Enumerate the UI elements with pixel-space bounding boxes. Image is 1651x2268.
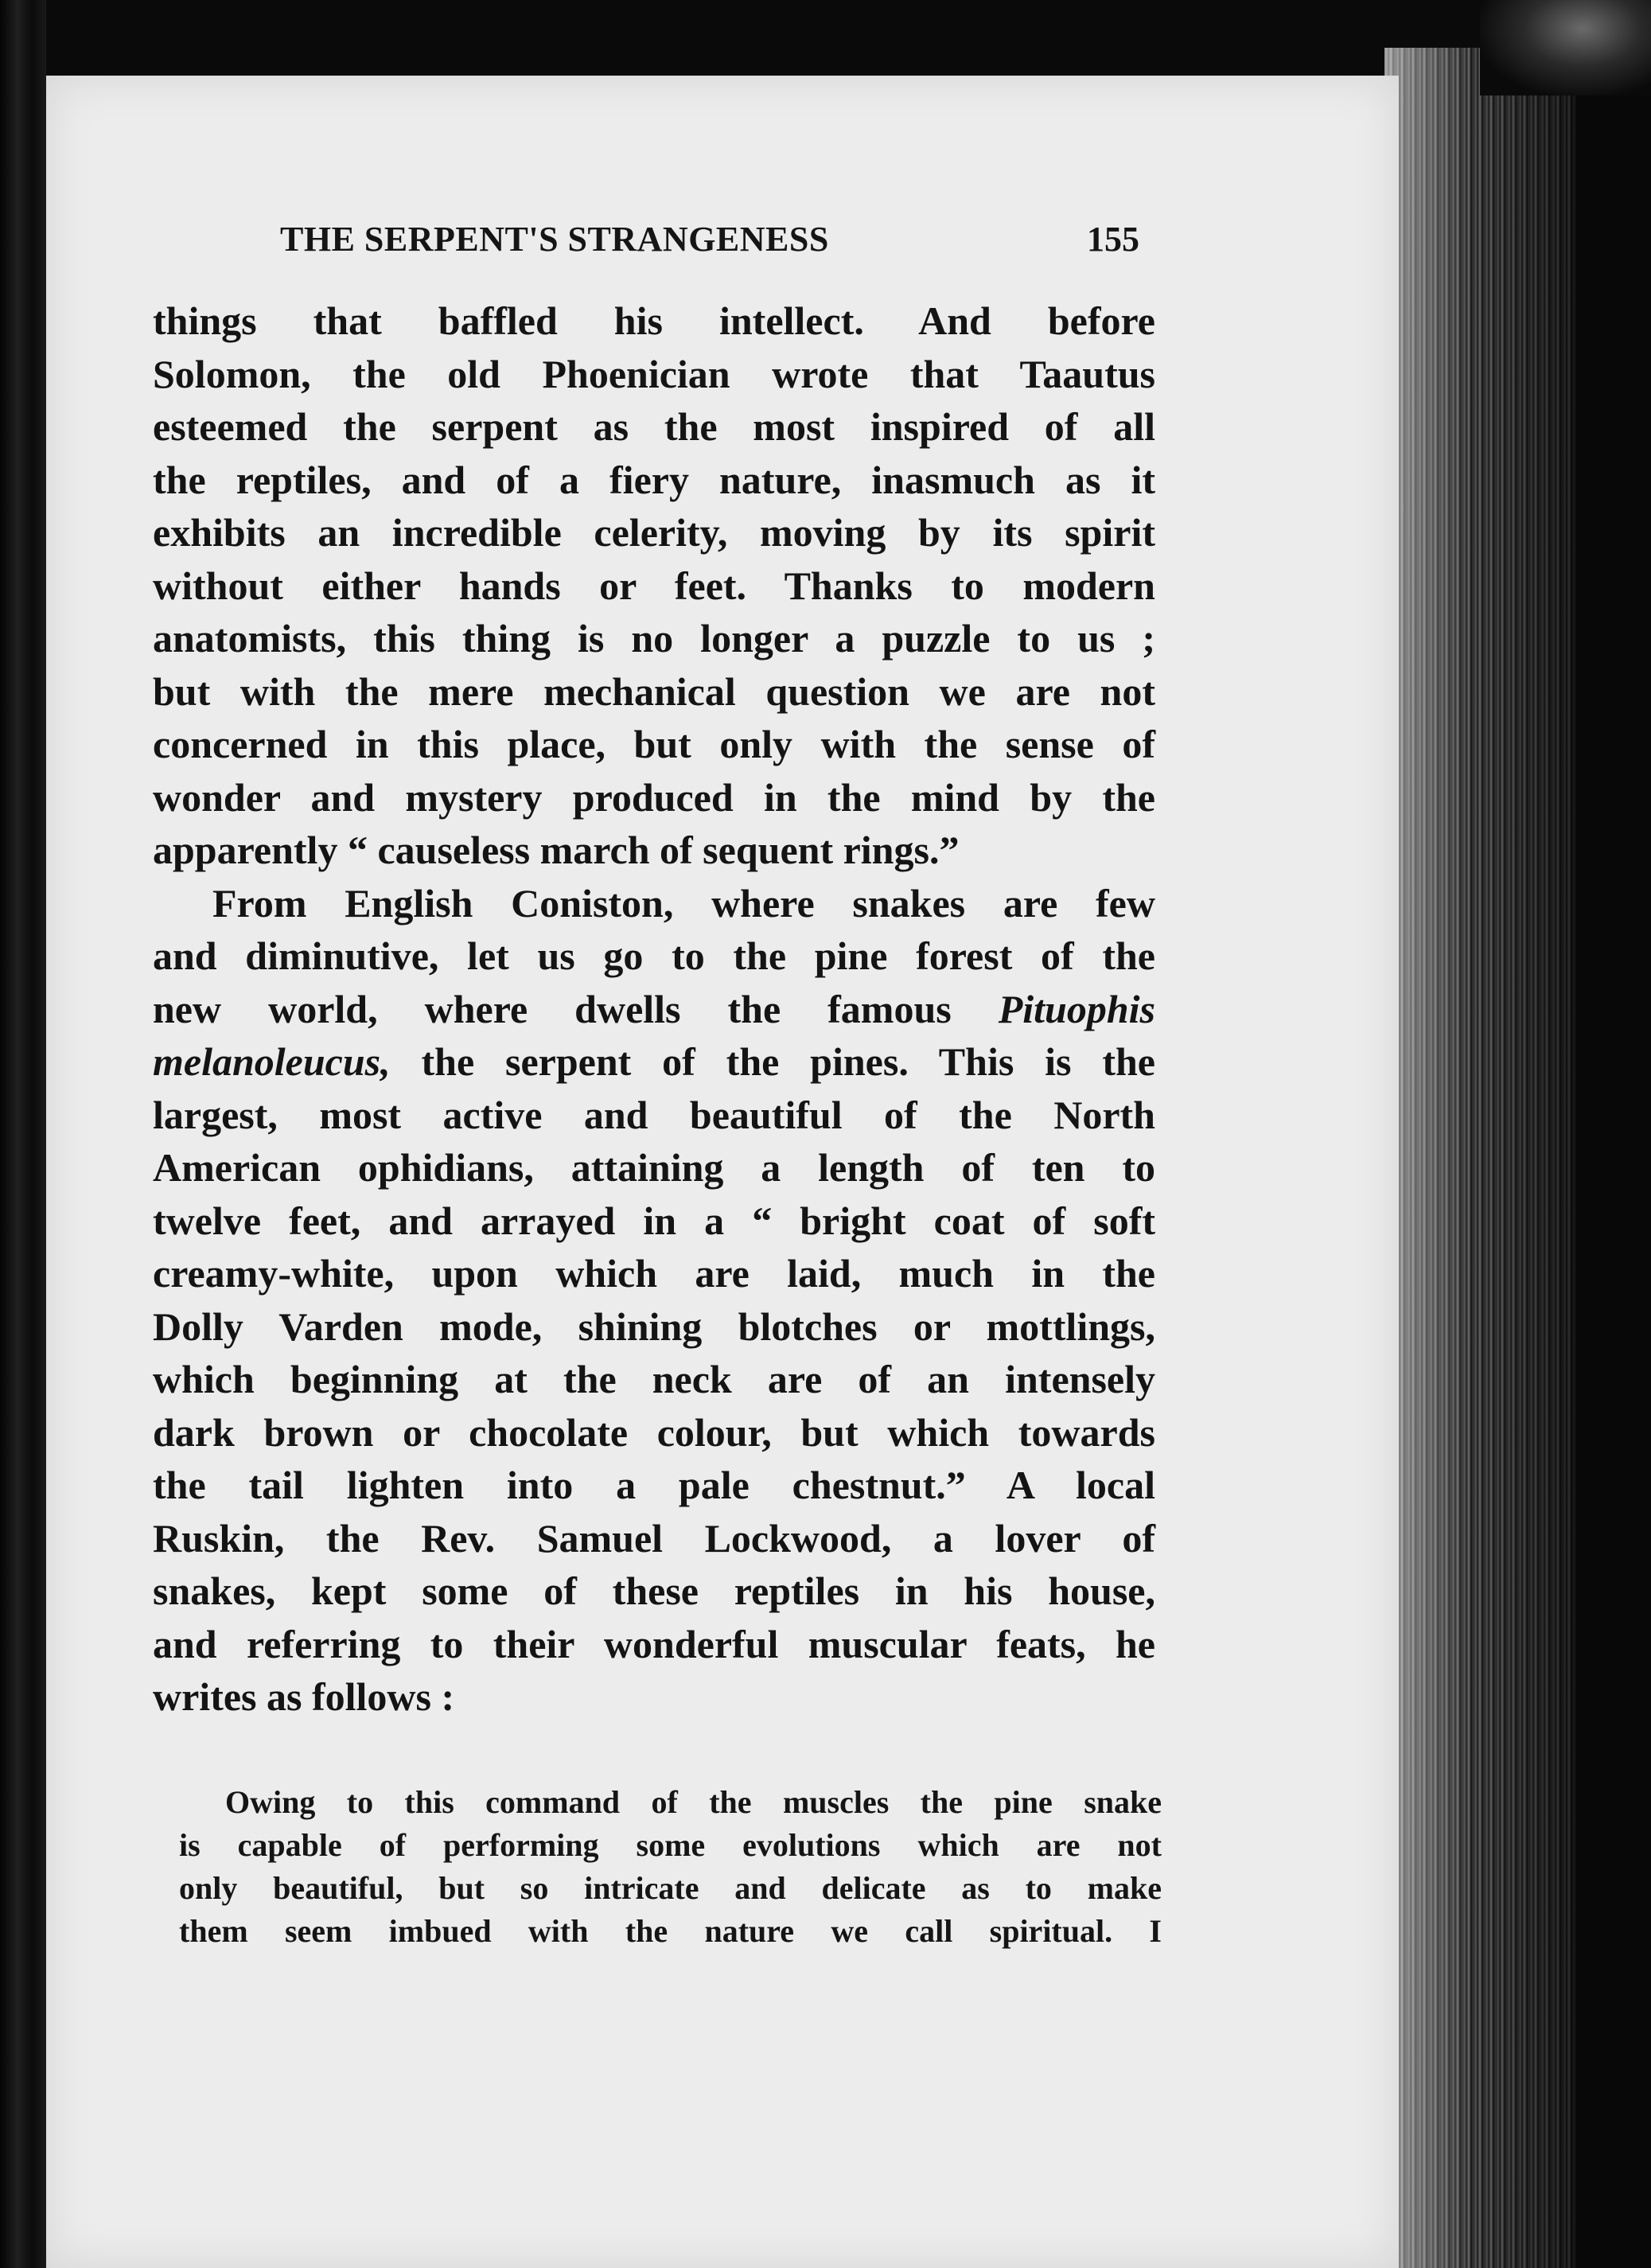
- text-line-with-italic: [153, 983, 1155, 1036]
- quote-line: Owing to this command of the muscles the pine snake: [225, 1784, 1162, 1820]
- quote-line: only beautiful, but so intricate and delicate as to make: [179, 1870, 1162, 1906]
- text-line: creamy-white, upon which are laid, much in the: [153, 1251, 1155, 1296]
- text-line-with-italic: [153, 1035, 1155, 1089]
- text-line: apparently “ causeless march of sequent rings.”: [153, 828, 960, 872]
- left-binding-edge: [0, 0, 46, 2268]
- species-name-epithet: melanoleucus,: [153, 1039, 391, 1084]
- right-binding-shadow: [1575, 0, 1651, 2268]
- quote-line: is capable of performing some evolutions which are not: [179, 1827, 1162, 1863]
- species-name-genus: Pituophis: [998, 986, 1156, 1031]
- text-line: without either hands or feet. Thanks to modern: [153, 563, 1155, 608]
- text-line: but with the mere mechanical question we are not: [153, 668, 1155, 714]
- scan-artifact: [1480, 0, 1651, 95]
- text-line: snakes, kept some of these reptiles in his house,: [153, 1569, 1155, 1613]
- paragraph-first-line: From English Coniston, where snakes are few: [212, 880, 1155, 926]
- text-line: largest, most active and beautiful of the North: [153, 1092, 1155, 1137]
- text-line: writes as follows :: [153, 1674, 455, 1719]
- quote-line: them seem imbued with the nature we call spiritual. I: [179, 1913, 1162, 1949]
- text-line: anatomists, this thing is no longer a puzzle to us ;: [153, 616, 1155, 661]
- text-line: concerned in this place, but only with the sense of: [153, 722, 1155, 766]
- text-line: and diminutive, let us go to the pine forest of the: [153, 933, 1155, 978]
- text-line: and referring to their wonderful muscular feats, he: [153, 1621, 1155, 1666]
- text-line: esteemed the serpent as the most inspired of all: [153, 404, 1155, 449]
- body-text: [153, 294, 1155, 1724]
- text-segment: new world, where dwells the famous: [153, 986, 952, 1031]
- text-line: twelve feet, and arrayed in a “ bright coat of soft: [153, 1198, 1155, 1243]
- text-line: Ruskin, the Rev. Samuel Lockwood, a lover of: [153, 1515, 1155, 1561]
- text-line: dark brown or chocolate colour, but which towards: [153, 1409, 1155, 1455]
- page-number: 155: [1087, 220, 1139, 259]
- text-line: the tail lighten into a pale chestnut.” A local: [153, 1463, 1155, 1507]
- text-line: Dolly Varden mode, shining blotches or mottlings,: [153, 1304, 1155, 1349]
- text-line: American ophidians, attaining a length of ten to: [153, 1145, 1155, 1190]
- text-line: things that baffled his intellect. And before: [153, 298, 1155, 343]
- text-segment: the serpent of the pines. This is the: [421, 1039, 1156, 1084]
- text-line: exhibits an incredible celerity, moving by its spirit: [153, 510, 1155, 555]
- text-line: the reptiles, and of a fiery nature, inasmuch as it: [153, 457, 1155, 502]
- running-title: THE SERPENT'S STRANGENESS: [280, 220, 829, 259]
- running-head: [280, 219, 1139, 275]
- block-quote: [179, 1781, 1162, 1953]
- text-line: wonder and mystery produced in the mind by the: [153, 774, 1155, 820]
- page-stack-edges: [1384, 48, 1575, 2268]
- text-line: which beginning at the neck are of an intensely: [153, 1357, 1155, 1401]
- text-line: Solomon, the old Phoenician wrote that Taautus: [153, 351, 1155, 396]
